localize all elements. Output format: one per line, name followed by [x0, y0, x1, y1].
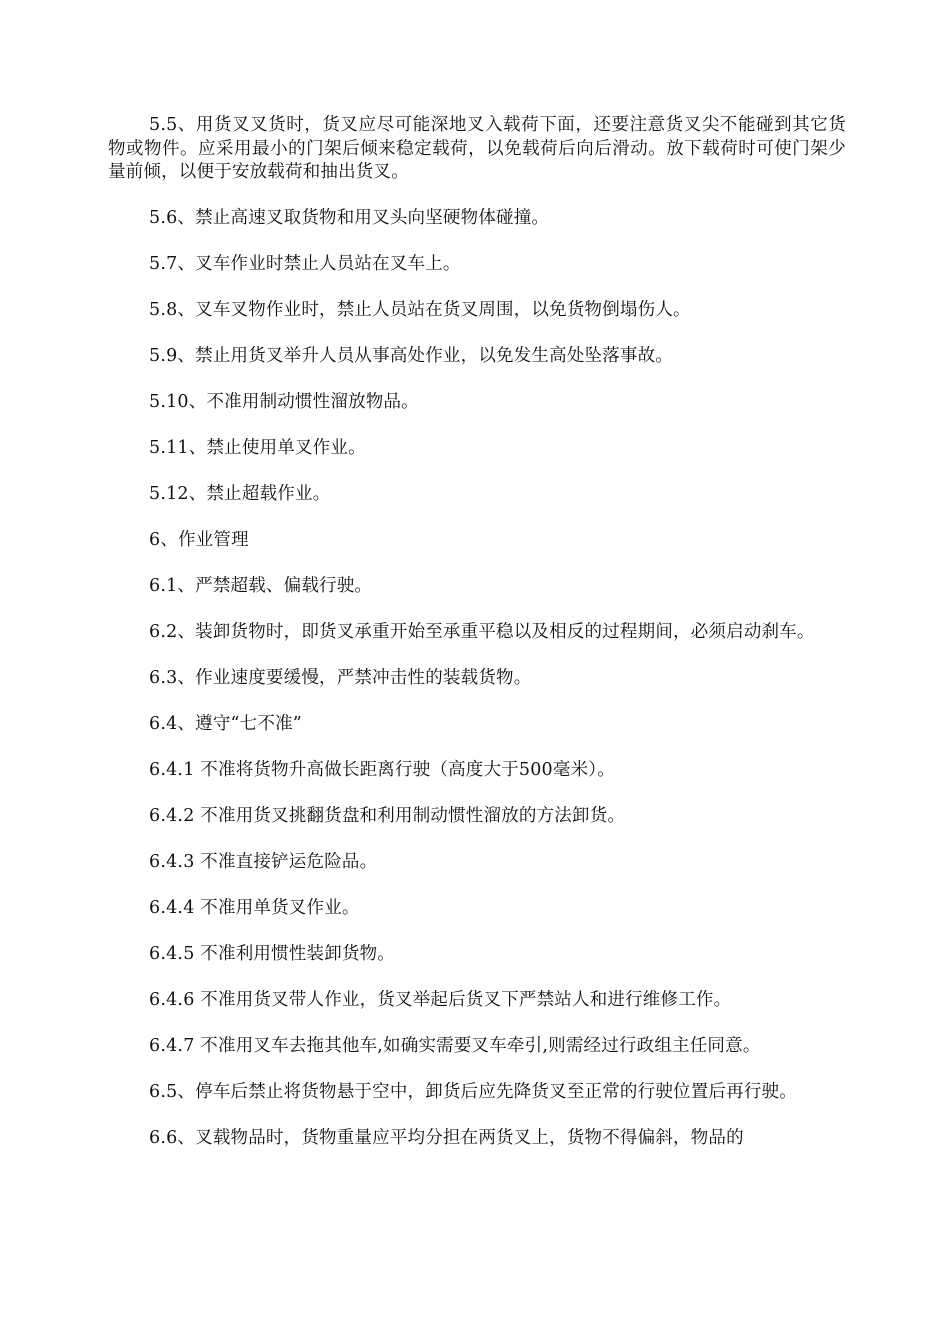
paragraph-5-12: 5.12、禁止超载作业。 [149, 484, 331, 504]
paragraph-6-1: 6.1、严禁超载、偏载行驶。 [149, 576, 373, 596]
paragraph-5-7: 5.7、叉车作业时禁止人员站在叉车上。 [149, 254, 461, 274]
paragraph-6-2: 6.2、装卸货物时，即货叉承重开始至承重平稳以及相反的过程期间，必须启动刹车。 [149, 622, 815, 642]
paragraph-5-11: 5.11、禁止使用单叉作业。 [149, 438, 366, 458]
paragraph-6-4-6: 6.4.6 不准用货叉带人作业，货叉举起后货叉下严禁站人和进行维修工作。 [149, 990, 732, 1010]
document-page [108, 114, 846, 1173]
paragraph-6-3: 6.3、作业速度要缓慢，严禁冲击性的装载货物。 [149, 668, 532, 688]
paragraph-6-4: 6.4、遵守“七不准” [149, 714, 302, 734]
paragraph-5-6: 5.6、禁止高速叉取货物和用叉头向坚硬物体碰撞。 [149, 208, 550, 228]
paragraph-5-10: 5.10、不准用制动惯性溜放物品。 [149, 392, 419, 412]
paragraph-6-4-5: 6.4.5 不准利用惯性装卸货物。 [149, 944, 395, 964]
paragraph-6-5: 6.5、停车后禁止将货物悬于空中，卸货后应先降货叉至正常的行驶位置后再行驶。 [149, 1082, 797, 1102]
paragraph-6-4-4: 6.4.4 不准用单货叉作业。 [149, 898, 360, 918]
paragraph-5-8: 5.8、叉车叉物作业时，禁止人员站在货叉周围，以免货物倒塌伤人。 [149, 300, 691, 320]
paragraph-6-4-1: 6.4.1 不准将货物升高做长距离行驶（高度大于500毫米）。 [149, 760, 615, 780]
paragraph-6-4-2: 6.4.2 不准用货叉挑翻货盘和利用制动惯性溜放的方法卸货。 [149, 806, 626, 826]
paragraph-6-4-3: 6.4.3 不准直接铲运危险品。 [149, 852, 378, 872]
paragraph-5-9: 5.9、禁止用货叉举升人员从事高处作业，以免发生高处坠落事故。 [149, 346, 674, 366]
section-heading-6: 6、作业管理 [149, 530, 249, 550]
paragraph-5-5: 5.5、用货叉叉货时，货叉应尽可能深地叉入载荷下面，还要注意货叉尖不能碰到其它货物或物件。应采用最小的门架后倾来稳定载荷，以免载荷后向后滑动。放下载荷时可使门架少量前倾，以便于安放载荷和抽出货叉。 [108, 115, 846, 182]
paragraph-6-4-7: 6.4.7 不准用叉车去拖其他车,如确实需要叉车牵引,则需经过行政组主任同意。 [149, 1036, 761, 1056]
paragraph-6-6: 6.6、叉载物品时，货物重量应平均分担在两货叉上，货物不得偏斜，物品的 [149, 1128, 744, 1148]
